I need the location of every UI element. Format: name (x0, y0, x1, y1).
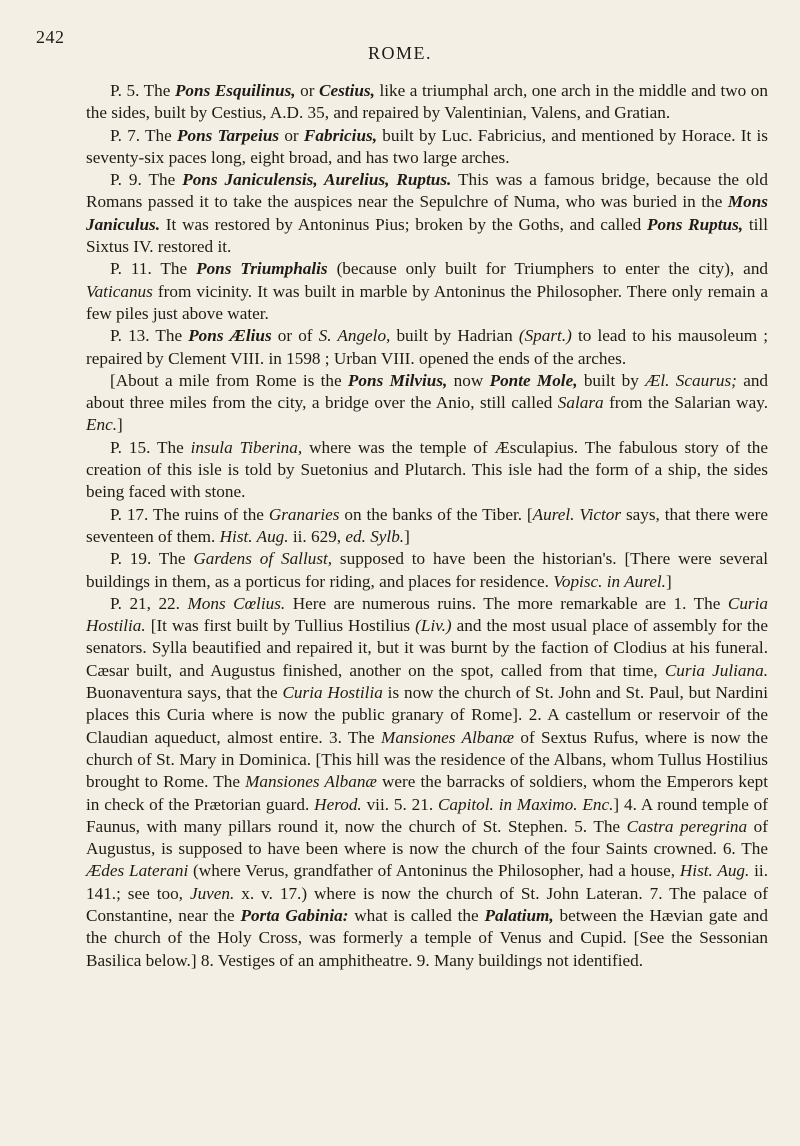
paragraph-gardens-of-sallust (86, 548, 768, 593)
text-run: from the Salarian way. (603, 393, 768, 413)
text-run: Ponte Mole, (489, 370, 578, 390)
body-text (86, 80, 768, 972)
text-run: is now the church of St. John and St. Paul, but Nardini places this Curia where is now the public granary of Rome]. 2. A castellum or reservoir of the Claudian aqueduct, almost entire. 3. The (86, 683, 768, 747)
text-run: Mons Janiculus. (86, 192, 768, 234)
text-run: Enc. (86, 415, 118, 435)
text-run: insula Tiberina, (190, 437, 303, 457)
text-run: Fabricius, (303, 125, 377, 145)
paragraph-granaries (86, 504, 768, 549)
text-run: supposed to have been the historian's. [There were several buildings in them, as a porticus for riding, and places for residence. (86, 549, 768, 591)
text-run: or of (271, 326, 319, 346)
paragraph-pons-triumphalis (86, 258, 768, 325)
text-run: between the Hævian gate and the church of the Holy Cross, was formerly a temple of Venus and Cupid. [See the Sessonian Basilica below.] 8. Vestiges of an amphitheatre. 9. Many buildings not identified. (86, 905, 768, 970)
text-run: Ædes Laterani (86, 861, 189, 881)
paragraph-pons-tarpeius (86, 125, 768, 170)
text-run: Capitol. in Maximo. Enc. (437, 794, 614, 814)
text-run: Hist. Aug. (679, 861, 750, 881)
text-run: It was restored by Antoninus Pius; broken by the Goths, and called (160, 214, 648, 234)
text-run: ] (665, 571, 672, 591)
page-number: 242 (36, 27, 65, 47)
text-run: built by Luc. Fabricius, and mentioned by Horace. It is seventy-six paces long, eight broad, and has two large arches. (86, 125, 768, 167)
running-head: ROME. (367, 43, 432, 63)
paragraph-pons-esquilinus (86, 80, 768, 125)
text-run: till Sixtus IV. restored it. (86, 214, 768, 257)
text-run: P. 13. The (110, 326, 189, 346)
text-run: Vopisc. in Aurel. (553, 571, 666, 591)
text-run: P. 11. The (110, 259, 197, 279)
text-run: Pons Triumphalis (196, 259, 328, 279)
text-run: (because only built for Triumphers to enter the city), and (327, 259, 769, 279)
text-run: Juven. (189, 883, 235, 903)
text-run: P. 5. The (110, 81, 175, 100)
text-run: Porta Gabinia: (240, 905, 349, 925)
text-run: of Sextus Rufus, where is now the church of St. Mary in Dominica. [This hill was the residence of the Albans, whom Tullus Hostilius brought to Rome. The (86, 727, 768, 792)
text-run: Aurel. Victor (532, 504, 622, 524)
text-run: or (295, 81, 320, 100)
text-run: Castra peregrina (626, 816, 748, 836)
text-run: P. 9. The (110, 170, 183, 190)
text-run: Curia Juliana. (664, 660, 769, 680)
text-run: (Spart.) (518, 326, 572, 346)
paragraph-pons-milvius (86, 370, 768, 437)
text-run: [It was first built by Tullius Hostilius (145, 616, 416, 636)
text-run: what is called the (348, 905, 485, 925)
text-run: P. 21, 22. (110, 593, 188, 613)
text-run: now (447, 370, 490, 390)
text-run: Pons Janiculensis, Aurelius, Ruptus. (182, 170, 452, 190)
text-run: Hist. Aug. (219, 526, 289, 546)
text-run: Mons Cœlius. (187, 593, 286, 613)
text-run: and the most usual place of assembly for the senators. Sylla beautified and repaired it, but it was burnt by the faction of Clodius at his funeral. Cæsar built, and Augustus finished, another on the spot, called from that time, (86, 616, 768, 680)
text-run: Pons Tarpeius (177, 125, 280, 145)
text-run: says, that there were seventeen of them. (86, 504, 768, 546)
text-run: ii. 141.; see too, (86, 861, 768, 903)
text-run: Gardens of Sallust, (193, 549, 333, 569)
text-run: where was the temple of Æsculapius. The fabulous story of the creation of this isle is told by Suetonius and Plutarch. This isle had the form of a ship, the sides being faced with stone. (86, 437, 769, 502)
text-run: ] (404, 526, 410, 546)
text-run: Æl. Scaurus; (645, 370, 737, 390)
text-run: This was a famous bridge, because the old Romans passed it to take the auspices near the Sepulchre of Numa, who was buried in the (86, 170, 768, 212)
text-run: were the barracks of soldiers, whom the Emperors kept in check of the Prætorian guard. (86, 772, 769, 814)
text-run: Curia Hostilia (282, 683, 383, 703)
text-run: Pons Ruptus, (647, 214, 744, 234)
text-run: P. 17. The ruins of the (110, 504, 269, 524)
text-run: or (279, 125, 304, 145)
text-run: Herod. (314, 794, 362, 814)
text-run: P. 19. The (110, 549, 194, 569)
text-run: built by Hadrian (390, 326, 519, 346)
text-run: Granaries (268, 504, 340, 524)
text-run: to lead to his mausoleum ; repaired by Clement VIII. in 1598 ; Urban VIII. opened the ends of the arches. (86, 326, 768, 368)
text-run: ed. Sylb. (345, 526, 405, 546)
text-run: Salara (557, 393, 604, 413)
text-run: Mansiones Albanæ (245, 772, 377, 792)
paragraph-pons-aelius (86, 325, 768, 370)
text-run: (where Verus, grandfather of Antoninus the Philosopher, had a house, (188, 861, 680, 881)
text-run: Here are numerous ruins. The more remarkable are 1. The (285, 593, 728, 613)
text-run: like a triumphal arch, one arch in the middle and two on the sides, built by Cestius, A.D. 35, and repaired by Valentinian, Valens, and Gratian. (86, 81, 768, 123)
text-run: Mansiones Albanæ (381, 727, 515, 747)
text-run: ] 4. A round temple of Faunus, with many pillars round it, now the church of St. Stephen. 5. The (86, 794, 768, 836)
text-run: and about three miles from the city, a bridge over the Anio, still called (86, 370, 769, 413)
text-run: Palatium, (484, 905, 554, 925)
text-run: built by (577, 370, 646, 390)
text-run: Pons Milvius, (347, 370, 448, 390)
paragraph-mons-coelius (86, 593, 768, 972)
text-run: Pons Ælius (188, 326, 272, 346)
text-run: Buonaventura says, that the (86, 683, 283, 703)
text-run: (Liv.) (415, 616, 452, 636)
text-run: ] (117, 415, 123, 435)
text-run: P. 15. The (110, 437, 191, 457)
text-run: from vicinity. It was built in marble by Antoninus the Philosopher. There only remain a few piles just above water. (86, 281, 768, 323)
paragraph-insula-tiberina (86, 437, 768, 504)
text-run: on the banks of the Tiber. [ (339, 504, 533, 524)
text-run: Curia Hostilia. (86, 593, 768, 636)
text-run: [About a mile from Rome is the (110, 370, 348, 390)
text-run: of Augustus, is supposed to have been where is now the church of the four Saints crowned. 6. The (86, 816, 768, 859)
text-run: x. v. 17.) where is now the church of St. John Lateran. 7. The palace of Constantine, near the (86, 883, 768, 925)
text-run: Cestius, (319, 81, 375, 100)
text-run: ii. 629, (288, 526, 346, 546)
text-run: Pons Esquilinus, (174, 81, 296, 100)
text-run: S. Angelo, (318, 326, 391, 346)
text-run: Vaticanus (86, 281, 153, 301)
text-run: P. 7. The (110, 125, 178, 145)
text-run: vii. 5. 21. (361, 794, 438, 814)
paragraph-pons-janiculensis (86, 169, 768, 258)
